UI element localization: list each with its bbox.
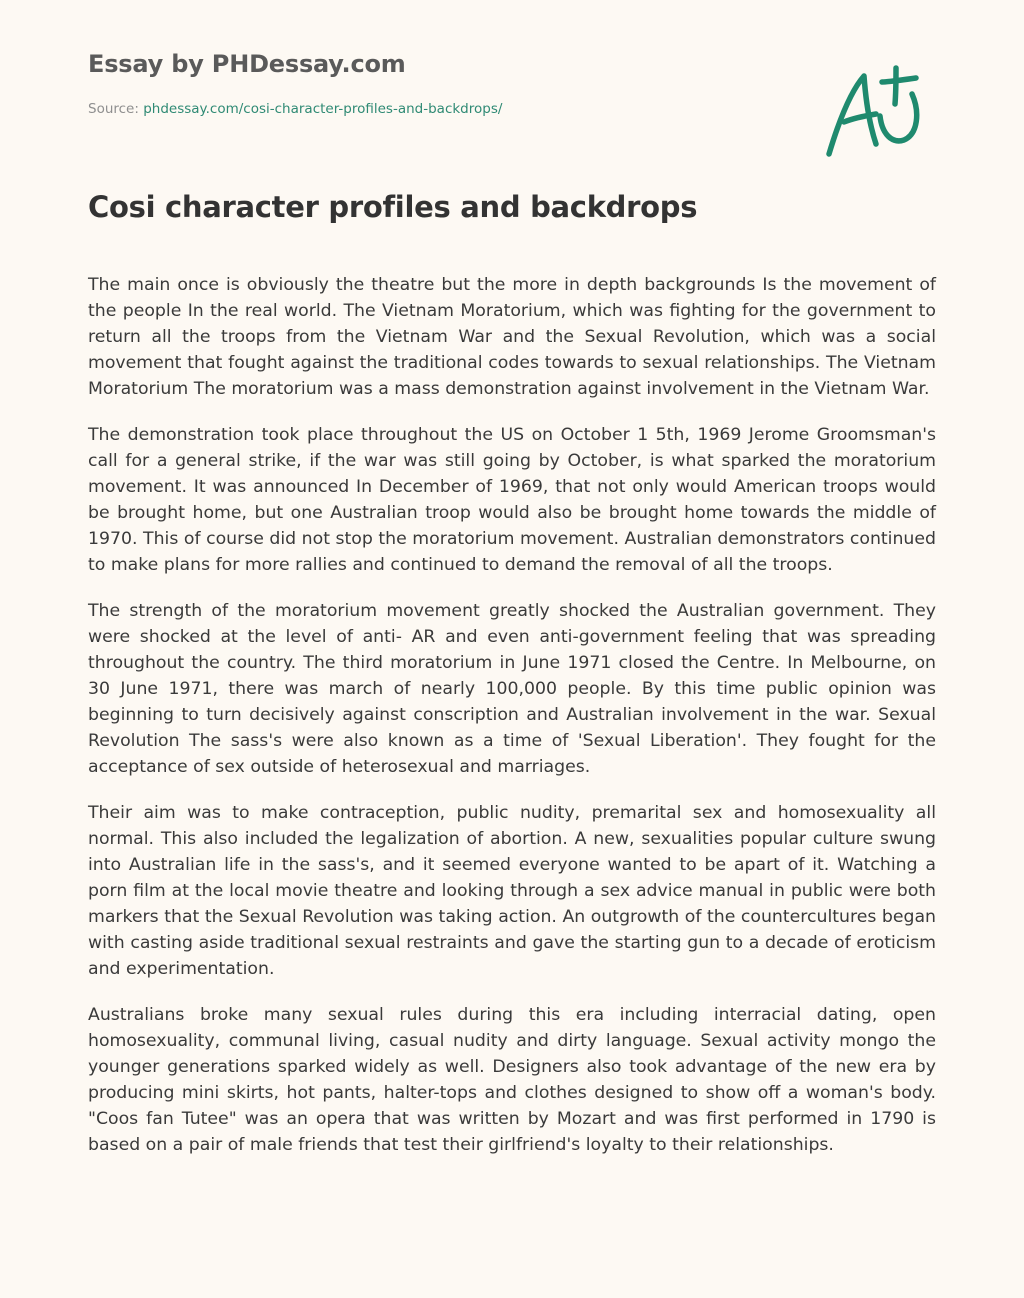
site-title: Essay by PHDessay.com <box>88 50 406 78</box>
essay-paragraph: The main once is obviously the theatre but the more in depth backgrounds Is the movement of the people In the real world. The Vietnam Moratorium, which was fighting for the government to return all the troops from the Vietnam War and the Sexual Revolution, which was a social movement that fought against the traditional codes towards to sexual relationships. The Vietnam Moratorium The moratorium was a mass demonstration against involvement in the Vietnam War. <box>88 275 936 399</box>
source-line <box>88 101 502 117</box>
source-label: Source: <box>88 101 144 117</box>
essay-paragraph: The strength of the moratorium movement greatly shocked the Australian government. They were shocked at the level of anti- AR and even anti-government feeling that was spreading throughout the country. The third moratorium in June 1971 closed the Centre. In Melbourne, on 30 June 1971, there was march of nearly 100,000 people. By this time public opinion was beginning to turn decisively against conscription and Australian involvement in the war. Sexual Revolution The sass's were also known as a time of 'Sexual Liberation'. They fought for the acceptance of sex outside of heterosexual and marriages. <box>88 601 936 777</box>
essay-paragraph: Their aim was to make contraception, public nudity, premarital sex and homosexuality all normal. This also included the legalization of abortion. A new, sexualities popular culture swung into Australian life in the sass's, and it seemed everyone wanted to be apart of it. Watching a porn film at the local movie theatre and looking through a sex advice manual in public were both markers that the Sexual Revolution was taking action. An outgrowth of the countercultures began with casting aside traditional sexual restraints and gave the starting gun to a decade of eroticism and experimentation. <box>88 803 936 979</box>
page-title: Cosi character profiles and backdrops <box>88 190 698 224</box>
essay-body <box>88 272 936 1178</box>
essay-paragraph: Australians broke many sexual rules during this era including interracial dating, open homosexuality, communal living, casual nudity and dirty language. Sexual activity mongo the younger generations sparked widely as well. Designers also took advantage of the new era by producing mini skirts, hot pants, halter-tops and clothes designed to show off a woman's body. "Coos fan Tutee" was an opera that was written by Mozart and was first performed in 1790 is based on a pair of male friends that test their girlfriend's loyalty to their relationships. <box>88 1005 936 1155</box>
source-link[interactable]: phdessay.com/cosi-character-profiles-and-backdrops/ <box>143 101 503 117</box>
essay-paragraph: The demonstration took place throughout the US on October 1 5th, 1969 Jerome Groomsman's call for a general strike, if the war was still going by October, is what sparked the moratorium movement. It was announced In December of 1969, that not only would American troops would be brought home, but one Australian troop would also be brought home towards the middle of 1970. This of course did not stop the moratorium movement. Australian demonstrators continued to make plans for more rallies and continued to demand the removal of all the troops. <box>88 425 936 575</box>
a-plus-logo-icon <box>820 64 930 164</box>
